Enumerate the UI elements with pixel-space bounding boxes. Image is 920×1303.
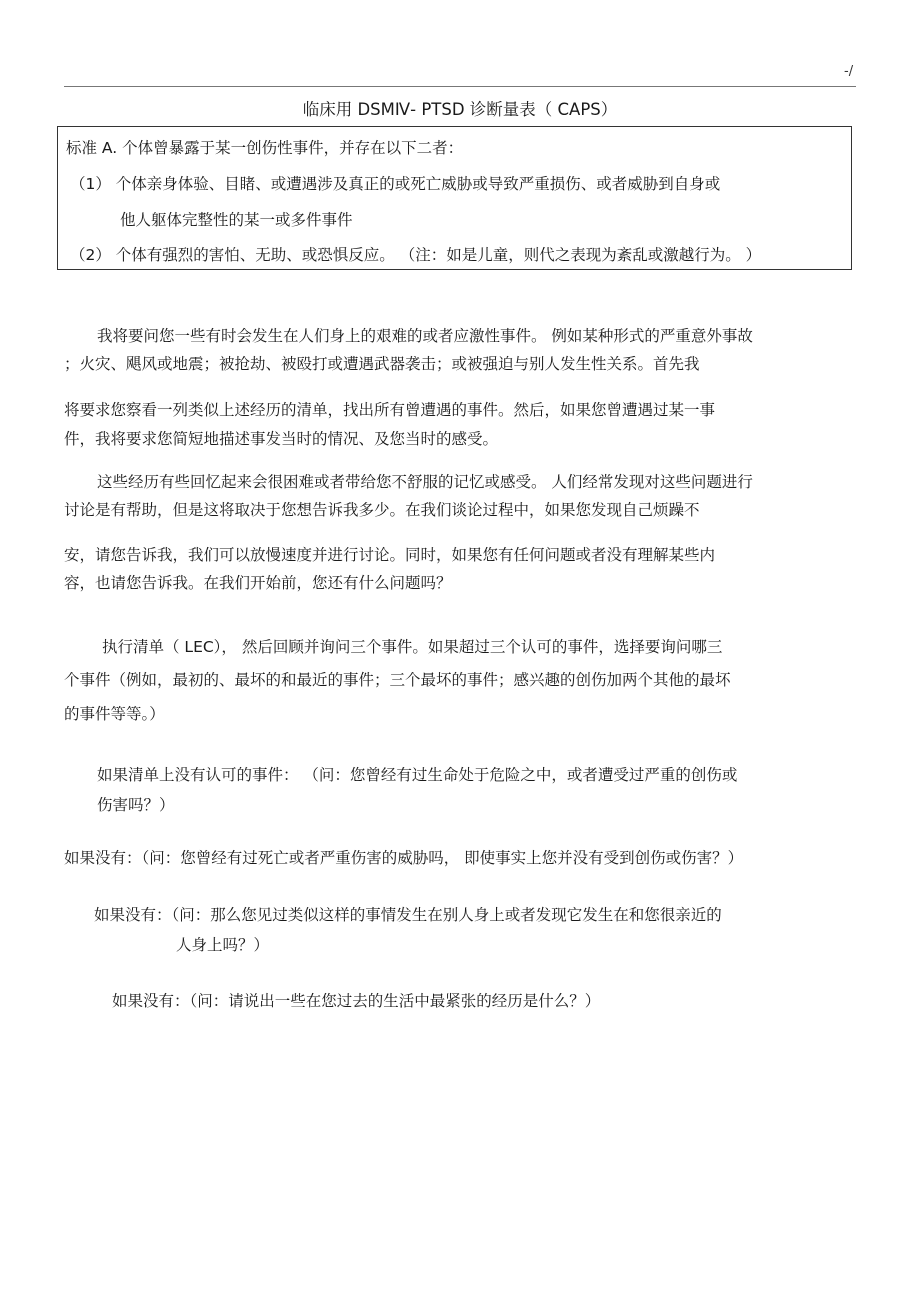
intro-paragraph-1-line-3: 将要求您察看一列类似上述经历的清单，找出所有曾遭遇的事件。然后，如果您曾遭遇过某一事 (64, 401, 716, 419)
header-rule (64, 86, 856, 87)
followup-question-3-line-1: 如果没有：（问：那么您见过类似这样的事情发生在别人身上或者发现它发生在和您很亲近的 (94, 906, 722, 924)
followup-question-4: 如果没有：（问：请说出一些在您过去的生活中最紧张的经历是什么？） (112, 992, 601, 1010)
lec-instruction-line-3: 的事件等等。） (64, 705, 165, 723)
lec-instruction-line-2: 个事件（例如，最初的、最坏的和最近的事件；三个最坏的事件；感兴趣的创伤加两个其他的最坏 (64, 671, 731, 689)
intro-paragraph-2-line-2: 讨论是有帮助，但是这将取决于您想告诉我多少。在我们谈论过程中，如果您发现自己烦躁不 (64, 501, 700, 519)
followup-question-3-line-2: 人身上吗？） (176, 936, 270, 954)
followup-question-1-line-2: 伤害吗？） (97, 796, 175, 814)
followup-question-1-line-1: 如果清单上没有认可的事件： （问：您曾经有过生命处于危险之中，或者遭受过严重的创伤或 (97, 766, 738, 784)
intro-paragraph-1-line-4: 件，我将要求您简短地描述事发当时的情况、及您当时的感受。 (64, 430, 499, 448)
criterion-a-item-1-line-2: 他人躯体完整性的某一或多件事件 (120, 211, 353, 229)
criterion-a-item-1-line-1: （1） 个体亲身体验、目睹、或遭遇涉及真正的或死亡威胁或导致严重损伤、或者威胁到自身或 (70, 175, 721, 193)
criterion-a-item-2: （2） 个体有强烈的害怕、无助、或恐惧反应。 （注：如是儿童，则代之表现为紊乱或激越行为。 ） (70, 246, 762, 264)
followup-question-2: 如果没有：（问：您曾经有过死亡或者严重伤害的威胁吗， 即使事实上您并没有受到创伤或伤害？） (64, 849, 744, 867)
intro-paragraph-2-line-4: 容，也请您告诉我。在我们开始前，您还有什么问题吗？ (64, 574, 452, 592)
intro-paragraph-2-line-3: 安，请您告诉我，我们可以放慢速度并进行讨论。同时，如果您有任何问题或者没有理解某些内 (64, 546, 716, 564)
lec-instruction-line-1: 执行清单（ LEC）， 然后回顾并询问三个事件。如果超过三个认可的事件，选择要询问哪三 (102, 638, 723, 656)
intro-paragraph-2-line-1: 这些经历有些回忆起来会很困难或者带给您不舒服的记忆或感受。 人们经常发现对这些问题进行 (97, 473, 753, 491)
intro-paragraph-1-line-1: 我将要问您一些有时会发生在人们身上的艰难的或者应激性事件。 例如某种形式的严重意外事故 (97, 327, 753, 345)
document-title: 临床用 DSMⅣ- PTSD 诊断量表（ CAPS） (302, 100, 618, 119)
page-mark: -/ (844, 64, 854, 79)
intro-paragraph-1-line-2: ；火灾、飓风或地震；被抢劫、被殴打或遭遇武器袭击；或被强迫与别人发生性关系。首先我 (64, 355, 700, 373)
criterion-a-heading: 标准 A. 个体曾暴露于某一创伤性事件，并存在以下二者： (66, 139, 464, 157)
